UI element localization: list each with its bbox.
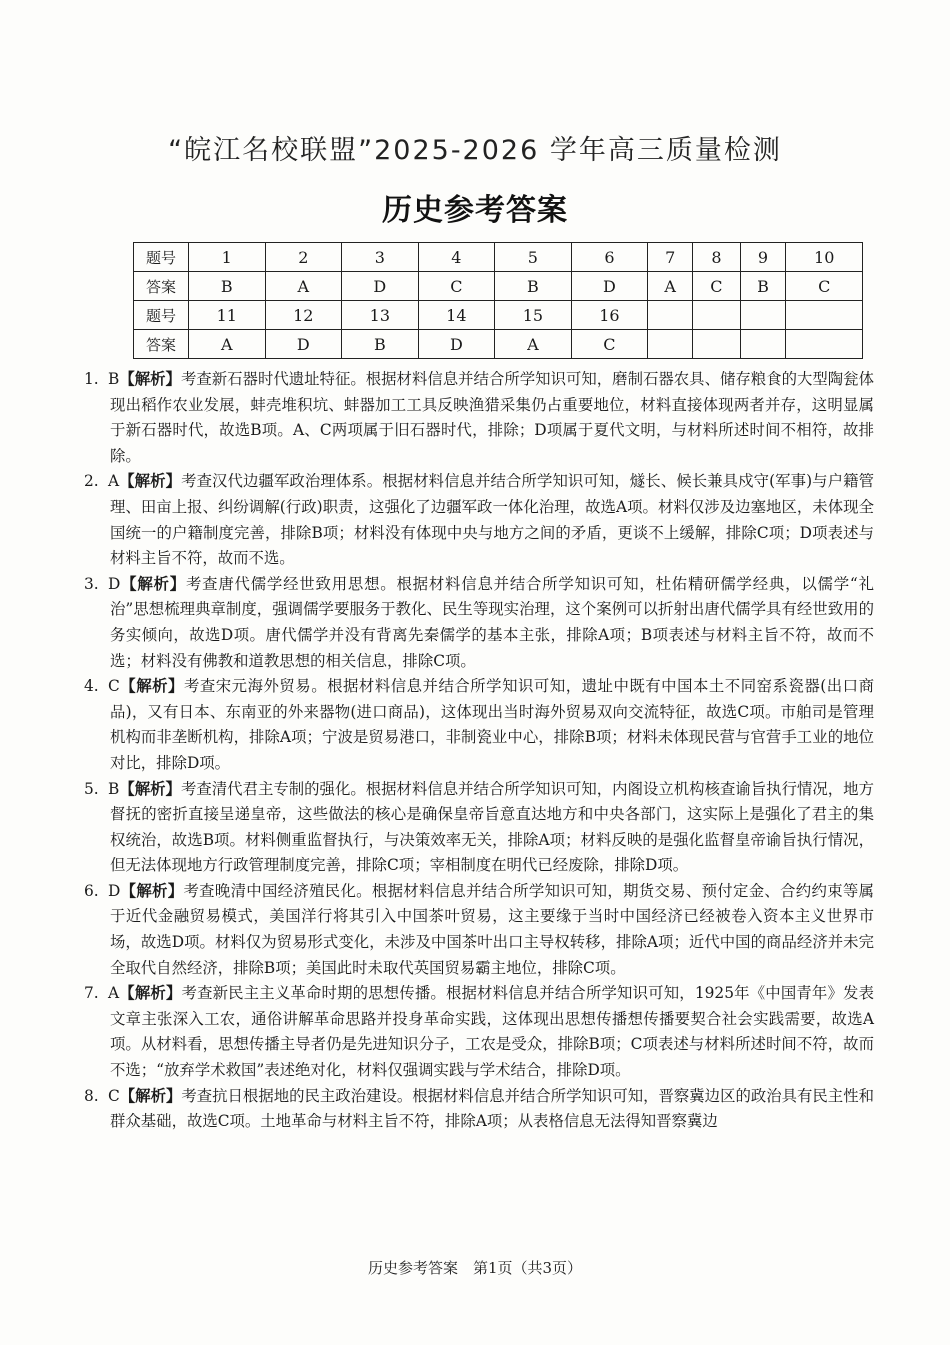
- answer-item: [84, 1084, 874, 1135]
- answer-item: [84, 469, 874, 571]
- table-cell: 3: [342, 243, 419, 272]
- table-cell: [786, 301, 863, 330]
- analysis-tag: 【解析】: [119, 984, 182, 1003]
- table-cell: 9: [740, 243, 786, 272]
- table-cell: C: [693, 272, 740, 301]
- document-title: 历史参考答案: [382, 193, 568, 228]
- answer-item: [84, 367, 874, 469]
- answer-item: [84, 879, 874, 981]
- analysis-tag: 【解析】: [119, 472, 182, 491]
- table-cell: [648, 301, 693, 330]
- table-cell: 15: [495, 301, 572, 330]
- table-row: [134, 301, 863, 330]
- table-cell: 5: [495, 243, 572, 272]
- analysis-tag: 【解析】: [119, 677, 184, 696]
- table-cell: 2: [265, 243, 342, 272]
- table-cell: C: [571, 330, 648, 359]
- table-cell: 4: [418, 243, 495, 272]
- item-explanation: 考查唐代儒学经世致用思想。根据材料信息并结合所学知识可知，杜佑精研儒学经典，以儒学“礼治”思想梳理典章制度，强调儒学要服务于教化、民生等现实治理，这个案例可以折射出唐代儒学具有经世致用的务实倾向，故选D项。唐代儒学并没有背离先秦儒学的基本主张，排除A项；B项表述与材料主旨不符，故而不选；材料没有佛教和道教思想的相关信息，排除C项。: [110, 574, 874, 670]
- item-answer: B: [108, 370, 120, 388]
- answer-item: [84, 981, 874, 1083]
- table-cell: [786, 330, 863, 359]
- table-cell: A: [265, 272, 342, 301]
- exam-header-title: “皖江名校联盟”2025-2026 学年高三质量检测: [168, 135, 782, 166]
- table-cell: 11: [189, 301, 266, 330]
- table-cell: D: [418, 330, 495, 359]
- item-explanation: 考查新石器时代遗址特征。根据材料信息并结合所学知识可知，磨制石器农具、储存粮食的大型陶瓮体现出稻作农业发展，蚌壳堆积坑、蚌器加工工具反映渔猎采集仍占重要地位，材料直接体现两者并存，这明显属于新石器时代，故选B项。A、C两项属于旧石器时代，排除；D项属于夏代文明，与材料所述时间不相符，故排除。: [110, 370, 874, 465]
- table-row-header: 答案: [134, 272, 189, 301]
- item-answer: D: [108, 574, 121, 593]
- table-cell: [740, 301, 786, 330]
- table-cell: B: [342, 330, 419, 359]
- table-cell: [693, 330, 740, 359]
- table-row-header: 题号: [134, 301, 189, 330]
- table-cell: A: [648, 272, 693, 301]
- table-cell: 10: [786, 243, 863, 272]
- table-cell: 12: [265, 301, 342, 330]
- item-answer: C: [108, 677, 120, 696]
- item-explanation: 考查新民主主义革命时期的思想传播。根据材料信息并结合所学知识可知，1925年《中国青年》发表文章主张深入工农，通俗讲解革命思路并投身革命实践，这体现出思想传播想传播要契合社会实践需要，故选A项。从材料看，思想传播主导者仍是先进知识分子，工农是受众，排除B项；C项表述与材料所述时间不符，故而不选；“放弃学术救国”表述绝对化，材料仅强调实践与学术结合，排除D项。: [110, 984, 874, 1080]
- table-cell: B: [189, 272, 266, 301]
- item-number: 6.: [84, 881, 99, 900]
- table-cell: [693, 301, 740, 330]
- table-row-header: 答案: [134, 330, 189, 359]
- table-cell: C: [786, 272, 863, 301]
- table-cell: D: [571, 272, 648, 301]
- table-row: [134, 330, 863, 359]
- table-row-header: 题号: [134, 243, 189, 272]
- item-explanation: 考查晚清中国经济殖民化。根据材料信息并结合所学知识可知，期货交易、预付定金、合约约束等属于近代金融贸易模式，美国洋行将其引入中国茶叶贸易，这主要缘于当时中国经济已经被卷入资本主义世界市场，故选D项。材料仅为贸易形式变化，未涉及中国茶叶出口主导权转移，排除A项；近代中国的商品经济并未完全取代自然经济，排除B项；美国此时未取代英国贸易霸主地位，排除C项。: [110, 881, 874, 977]
- item-number: 2.: [84, 472, 99, 491]
- item-explanation: 考查宋元海外贸易。根据材料信息并结合所学知识可知，遗址中既有中国本土不同窑系瓷器(出口商品)，又有日本、东南亚的外来器物(进口商品)，这体现出当时海外贸易双向交流特征，故选C项。市舶司是管理机构而非垄断机构，排除A项；宁波是贸易港口，非制瓷业中心，排除B项；材料未体现民营与官营手工业的地位对比，排除D项。: [110, 677, 874, 772]
- answer-key-table: [133, 242, 863, 359]
- item-answer: D: [108, 881, 121, 900]
- analysis-tag: 【解析】: [119, 779, 181, 798]
- item-number: 4.: [84, 677, 99, 696]
- table-cell: D: [342, 272, 419, 301]
- analysis-tag: 【解析】: [119, 1086, 182, 1105]
- table-cell: C: [418, 272, 495, 301]
- item-number: 3.: [84, 574, 99, 593]
- table-cell: 14: [418, 301, 495, 330]
- answer-item: [84, 572, 874, 674]
- table-cell: 6: [571, 243, 648, 272]
- item-number: 1.: [84, 370, 99, 388]
- table-row: [134, 272, 863, 301]
- item-explanation: 考查清代君主专制的强化。根据材料信息并结合所学知识可知，内阁设立机构核查谕旨执行情况，地方督抚的密折直接呈递皇帝，这些做法的核心是确保皇帝旨意直达地方和中央各部门，这实际上是强化了君主的集权统治，故选B项。材料侧重监督执行，与决策效率无关，排除A项；材料反映的是强化监督皇帝谕旨执行情况，但无法体现地方行政管理制度完善，排除C项；宰相制度在明代已经废除，排除D项。: [110, 779, 874, 875]
- item-answer: A: [108, 472, 120, 491]
- table-cell: [740, 330, 786, 359]
- answer-item: [84, 777, 874, 879]
- item-explanation: 考查抗日根据地的民主政治建设。根据材料信息并结合所学知识可知，晋察冀边区的政治具有民主性和群众基础，故选C项。土地革命与材料主旨不符，排除A项；从表格信息无法得知晋察冀边: [110, 1086, 874, 1131]
- table-cell: 8: [693, 243, 740, 272]
- table-cell: B: [495, 272, 572, 301]
- answer-item: [84, 674, 874, 776]
- page-footer: 历史参考答案 第1页（共3页）: [367, 1259, 583, 1277]
- answer-explanations: [84, 367, 874, 1135]
- item-number: 5.: [84, 779, 99, 798]
- table-cell: 7: [648, 243, 693, 272]
- analysis-tag: 【解析】: [120, 881, 184, 900]
- analysis-tag: 【解析】: [120, 574, 186, 593]
- item-explanation: 考查汉代边疆军政治理体系。根据材料信息并结合所学知识可知，燧长、候长兼具戍守(军事)与户籍管理、田亩上报、纠纷调解(行政)职责，这强化了边疆军政一体化治理，故选A项。材料仅涉及边塞地区，未体现全国统一的户籍制度完善，排除B项；材料没有体现中央与地方之间的矛盾，更谈不上缓解，排除C项；D项表述与材料主旨不符，故而不选。: [110, 472, 874, 568]
- table-cell: 16: [571, 301, 648, 330]
- table-cell: [648, 330, 693, 359]
- table-cell: B: [740, 272, 786, 301]
- table-row: [134, 243, 863, 272]
- item-answer: B: [108, 779, 120, 798]
- item-number: 7.: [84, 984, 99, 1003]
- table-cell: A: [495, 330, 572, 359]
- table-cell: A: [189, 330, 266, 359]
- analysis-tag: 【解析】: [119, 370, 181, 388]
- table-cell: 13: [342, 301, 419, 330]
- item-answer: C: [108, 1086, 120, 1105]
- table-cell: D: [265, 330, 342, 359]
- item-number: 8.: [84, 1086, 99, 1105]
- table-cell: 1: [189, 243, 266, 272]
- item-answer: A: [108, 984, 120, 1003]
